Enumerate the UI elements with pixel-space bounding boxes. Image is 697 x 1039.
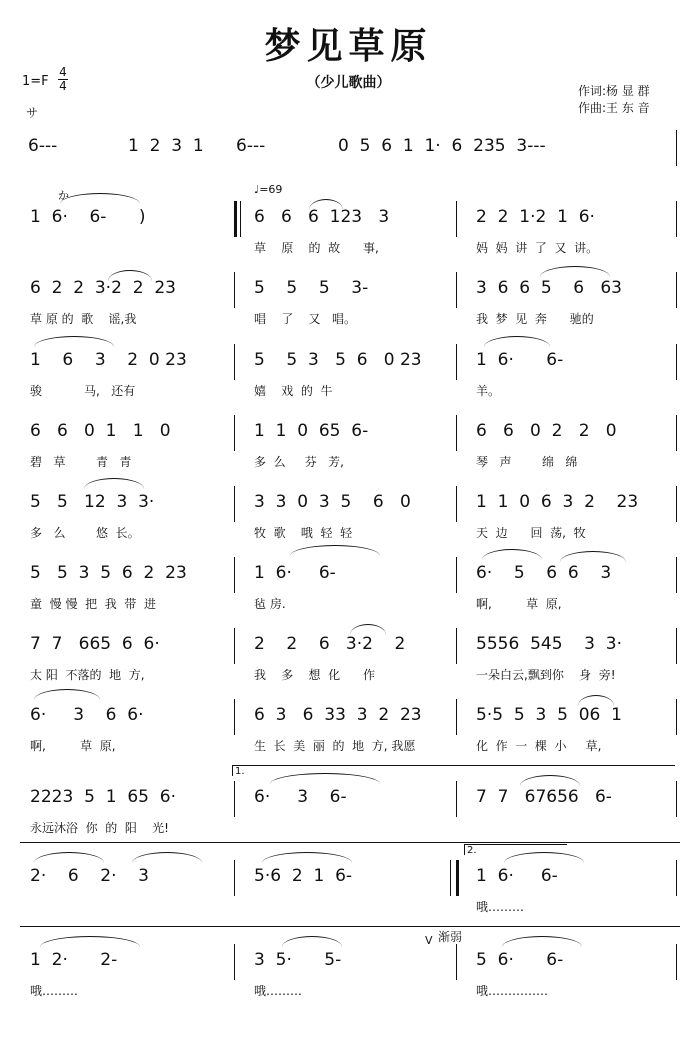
lyrics-row (20, 737, 678, 753)
system-divider (20, 842, 680, 843)
barline (456, 699, 457, 735)
barline (234, 944, 235, 980)
barline (456, 486, 457, 522)
lyrics-row (20, 239, 678, 255)
measure-notes: 1 1 0 6 3 2 23 (476, 492, 639, 512)
barline (676, 344, 677, 380)
lyric-text: 琴 声 绵 绵 (476, 455, 578, 469)
lyrics-row (20, 524, 678, 540)
lyric-text: 骏 马, 还有 (30, 384, 136, 398)
barline (676, 130, 677, 166)
slur (40, 936, 140, 947)
measure-notes: 2 2 6 3·2 2 (254, 634, 406, 654)
composer-credit: 作曲:王 东 音 (578, 101, 650, 115)
barline (676, 944, 677, 980)
lyrics-row (20, 453, 678, 469)
barline (456, 201, 457, 237)
lyric-text: 草 原 的 歌 谣,我 (30, 312, 137, 326)
notes-row (20, 278, 678, 302)
lyrics-row (20, 819, 678, 835)
lyric-text: 永远沐浴 你 的 阳 光! (30, 821, 169, 835)
measure-notes: 7 7 665 6 6· (30, 634, 160, 654)
lyric-text: 妈 妈 讲 了 又 讲。 (476, 241, 599, 255)
lyric-text: 化 作 一 棵 小 草, (476, 739, 602, 753)
lyric-text: 唱 了 又 唱。 (254, 312, 356, 326)
intro-mark: か (58, 189, 69, 202)
slur (560, 551, 626, 562)
measure-notes: 6--- (236, 136, 266, 156)
system-divider (20, 926, 680, 927)
lyrics-row (20, 666, 678, 682)
barline (234, 628, 235, 664)
measure-notes: 1 2 3 1 (128, 136, 204, 156)
measure-notes: 6 3 6 33 3 2 23 (254, 705, 422, 725)
notes-row (20, 563, 678, 587)
lyric-text: 啊, 草 原, (30, 739, 116, 753)
measure-notes: 5·6 2 1 6- (254, 866, 353, 886)
time-top: 4 (59, 65, 67, 79)
time-signature (58, 66, 68, 93)
barline (456, 628, 457, 664)
measure-notes: 6· 3 6- (254, 787, 347, 807)
lyric-text: 啊, 草 原, (476, 597, 562, 611)
slur (132, 852, 202, 863)
lyricist-credit: 作词:杨 显 群 (578, 84, 650, 98)
lyric-text: 太 阳 不落的 地 方, (30, 668, 145, 682)
measure-notes: 1 6· 6- (254, 563, 336, 583)
key-signature: 1=F (22, 74, 49, 89)
barline (234, 781, 235, 817)
slur (34, 336, 114, 347)
lyric-text: 天 边 回 荡, 牧 (476, 526, 586, 540)
lyric-text: 童 慢 慢 把 我 带 进 (30, 597, 156, 611)
measure-notes: 5 5 5 3- (254, 278, 369, 298)
slur (84, 478, 144, 489)
barline (456, 944, 457, 980)
notes-row (20, 136, 678, 160)
barline (234, 415, 235, 451)
barline (676, 860, 677, 896)
barline (234, 486, 235, 522)
measure-notes: 5 5 12 3 3· (30, 492, 155, 512)
lyric-text: 我 多 想 化 作 (254, 668, 376, 682)
slur (34, 852, 104, 863)
lyric-text: 哦……… (476, 900, 525, 914)
song-title: 梦见草原 (264, 25, 433, 67)
breath-mark: V (425, 934, 433, 947)
slur (520, 775, 580, 786)
repeat-end-barline-thick (456, 860, 459, 896)
measure-notes: 6 6 6 123 3 (254, 207, 390, 227)
repeat-end-barline (450, 860, 451, 896)
barline (234, 699, 235, 735)
measure-notes: 1 6· 6- (476, 866, 558, 886)
barline (676, 201, 677, 237)
measure-notes: 1 2· 2- (30, 950, 118, 970)
slur (34, 689, 100, 700)
barline (234, 272, 235, 308)
measure-notes: 1 6· 6- ) (30, 207, 146, 227)
lyric-text: 毡 房. (254, 597, 286, 611)
lyrics-row (20, 898, 678, 914)
lyric-text: 哦……… (30, 984, 79, 998)
lyrics-row (20, 382, 678, 398)
measure-notes: 2· 6 2· 3 (30, 866, 149, 886)
lyric-text: 多 么 悠 长。 (30, 526, 140, 540)
slur (484, 336, 550, 347)
lyric-text: 多 么 芬 芳, (254, 455, 344, 469)
barline (676, 486, 677, 522)
lyric-text: 羊。 (476, 384, 501, 398)
notes-row (20, 787, 678, 811)
notes-row (20, 492, 678, 516)
measure-notes: 5 5 3 5 6 0 23 (254, 350, 422, 370)
lyric-text: 一朵白云,飘到你 身 旁! (476, 668, 616, 682)
volta-first-ending: 1. (232, 765, 675, 776)
measure-notes: 3 3 0 3 5 6 0 (254, 492, 411, 512)
lyrics-row (20, 982, 678, 998)
barline (234, 557, 235, 593)
slur (290, 545, 380, 556)
measure-notes: 6 6 0 1 1 0 (30, 421, 171, 441)
barline (676, 415, 677, 451)
lyric-text: 哦…………… (476, 984, 549, 998)
barline (456, 344, 457, 380)
measure-notes: 5·5 5 3 5 06 1 (476, 705, 622, 725)
measure-notes: 1 6 3 2 0 23 (30, 350, 187, 370)
slur (540, 266, 610, 277)
barline (676, 699, 677, 735)
measure-notes: 3 5· 5- (254, 950, 342, 970)
measure-notes: 2223 5 1 65 6· (30, 787, 176, 807)
lyric-text: 嬉 戏 的 牛 (254, 384, 333, 398)
measure-notes: 6--- (28, 136, 58, 156)
lyric-text: 碧 草 青 青 (30, 455, 132, 469)
barline (676, 272, 677, 308)
slur (282, 936, 342, 947)
barline (234, 344, 235, 380)
slur (262, 852, 352, 863)
slur (60, 193, 140, 204)
lyric-text: 草 原 的 故 事, (254, 241, 379, 255)
notes-row (20, 705, 678, 729)
barline (240, 201, 241, 237)
volta-second-ending: 2. (464, 844, 567, 855)
lyric-text: 生 长 美 丽 的 地 方, 我愿 (254, 739, 416, 753)
measure-notes: 0 5 6 1 1· 6 235 3--- (338, 136, 546, 156)
slur (502, 936, 582, 947)
barline (676, 628, 677, 664)
dynamic-mark: 渐弱 (438, 930, 463, 944)
lyric-text: 牧 歌 哦 轻 轻 (254, 526, 353, 540)
slur (482, 549, 542, 560)
tempo-mark: ♩=69 (254, 183, 283, 196)
barline (234, 860, 235, 896)
free-tempo-mark: サ (26, 106, 39, 120)
barline (456, 272, 457, 308)
measure-notes: 6· 3 6 6· (30, 705, 144, 725)
barline (456, 557, 457, 593)
measure-notes: 6· 5 6 6 3 (476, 563, 612, 583)
lyrics-row (20, 595, 678, 611)
measure-notes: 2 2 1·2 1 6· (476, 207, 595, 227)
barline (456, 781, 457, 817)
measure-notes: 1 6· 6- (476, 350, 564, 370)
time-bottom: 4 (59, 79, 67, 93)
notes-row (20, 634, 678, 658)
measure-notes: 5 5 3 5 6 2 23 (30, 563, 187, 583)
measure-notes: 5 6· 6- (476, 950, 564, 970)
barline (676, 781, 677, 817)
song-subtitle: （少儿歌曲） (306, 75, 391, 91)
notes-row (20, 350, 678, 374)
lyrics-row (20, 310, 678, 326)
lyric-text: 我 梦 见 奔 驰的 (476, 312, 594, 326)
measure-notes: 7 7 67656 6- (476, 787, 612, 807)
barline (676, 557, 677, 593)
measure-notes: 6 2 2 3·2 2 23 (30, 278, 176, 298)
measure-notes: 1 1 0 65 6- (254, 421, 369, 441)
notes-row (20, 421, 678, 445)
measure-notes: 3 6 6 5 6 63 (476, 278, 622, 298)
notes-row (20, 866, 678, 890)
notes-row (20, 207, 678, 231)
measure-notes: 5556 545 3 3· (476, 634, 622, 654)
lyric-text: 哦……… (254, 984, 303, 998)
barline (456, 415, 457, 451)
repeat-start-barline (234, 201, 237, 237)
measure-notes: 6 6 0 2 2 0 (476, 421, 617, 441)
notes-row (20, 950, 678, 974)
